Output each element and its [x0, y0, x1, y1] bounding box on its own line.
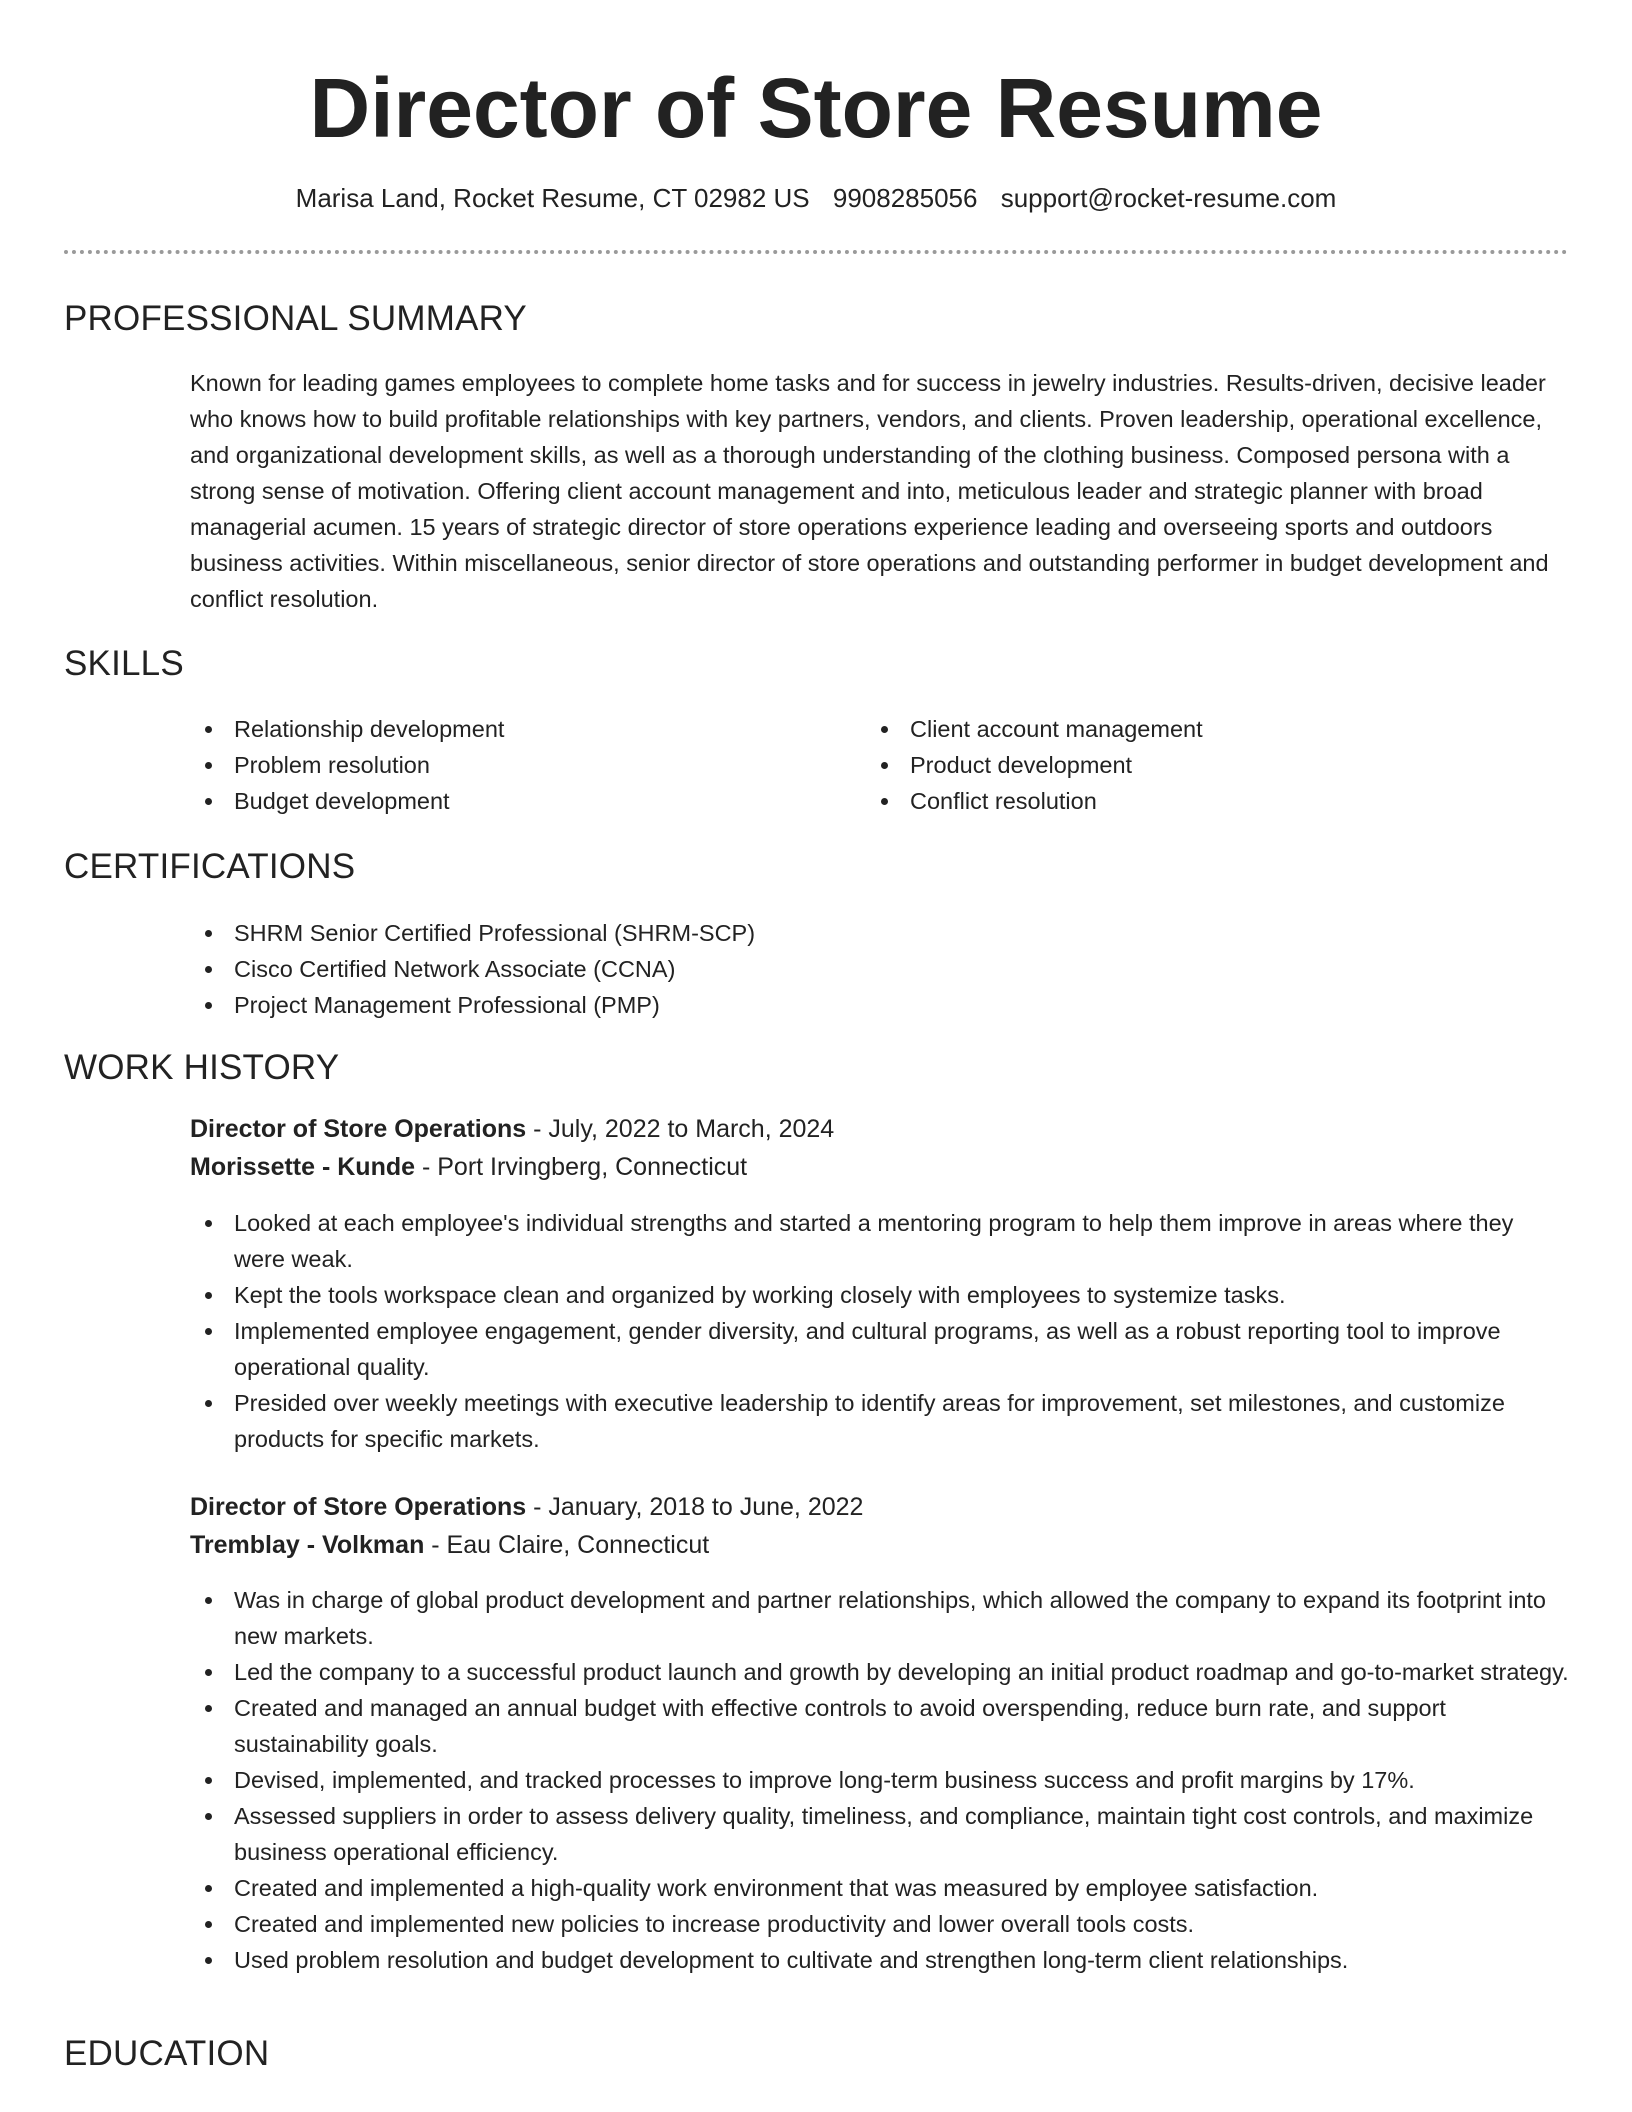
certification-item: Project Management Professional (PMP): [190, 987, 755, 1023]
job-company: Tremblay - Volkman: [190, 1531, 425, 1559]
certifications-list: [190, 915, 755, 1023]
skill-item: Client account management: [866, 711, 1203, 747]
job-bullets: [190, 1205, 1570, 1457]
skill-item: Problem resolution: [190, 747, 504, 783]
skill-item: Relationship development: [190, 711, 504, 747]
certifications-heading: CERTIFICATIONS: [64, 847, 356, 886]
job-bullets: [190, 1582, 1570, 1978]
job-bullet: Created and implemented new policies to increase productivity and lower overall tools costs.: [190, 1906, 1570, 1942]
job-bullet: Led the company to a successful product launch and growth by developing an initial product roadmap and go-to-market strategy.: [190, 1654, 1570, 1690]
job-bullet: Looked at each employee's individual strengths and started a mentoring program to help them improve in areas where they were weak.: [190, 1205, 1570, 1277]
contact-address: Marisa Land, Rocket Resume, CT 02982 US: [295, 183, 810, 213]
job-title: Director of Store Operations: [190, 1493, 527, 1521]
education-heading: EDUCATION: [64, 2034, 270, 2073]
job-location: - Eau Claire, Connecticut: [424, 1531, 710, 1559]
job-bullet: Created and implemented a high-quality work environment that was measured by employee satisfaction.: [190, 1870, 1570, 1906]
skills-heading: SKILLS: [64, 644, 184, 683]
job-dates: - July, 2022 to March, 2024: [526, 1115, 835, 1143]
job-title-line: [190, 1110, 834, 1148]
work-history-heading: WORK HISTORY: [64, 1048, 340, 1087]
skill-item: Conflict resolution: [866, 783, 1203, 819]
header-divider: [64, 250, 1568, 254]
job-company: Morissette - Kunde: [190, 1153, 416, 1181]
contact-line: [0, 181, 1632, 215]
job-company-line: [190, 1148, 747, 1186]
skills-list-left: [190, 711, 504, 819]
job-company-line: [190, 1526, 709, 1564]
skills-list-right: [866, 711, 1203, 819]
job-title: Director of Store Operations: [190, 1115, 527, 1143]
job-bullet: Presided over weekly meetings with executive leadership to identify areas for improvement, set milestones, and customize products for specific markets.: [190, 1385, 1570, 1457]
job-bullet: Was in charge of global product development and partner relationships, which allowed the company to expand its footprint into new markets.: [190, 1582, 1570, 1654]
job-bullet: Devised, implemented, and tracked processes to improve long-term business success and profit margins by 17%.: [190, 1762, 1570, 1798]
job-bullet: Implemented employee engagement, gender diversity, and cultural programs, as well as a robust reporting tool to improve operational quality.: [190, 1313, 1570, 1385]
contact-phone: 9908285056: [832, 183, 978, 213]
job-bullet: Used problem resolution and budget development to cultivate and strengthen long-term client relationships.: [190, 1942, 1570, 1978]
job-bullet: Created and managed an annual budget with effective controls to avoid overspending, reduce burn rate, and support sustainability goals.: [190, 1690, 1570, 1762]
job-title-line: [190, 1488, 863, 1526]
summary-text: Known for leading games employees to complete home tasks and for success in jewelry industries. Results-driven, decisive leader who knows how to build profitable relationships with key partners, vendors, and clients. Proven leadership, operational excellence, and organizational development skills, as well as a thorough understanding of the clothing business. Composed persona with a strong sense of motivation. Offering client account management and into, meticulous leader and strategic planner with broad managerial acumen. 15 years of strategic director of store operations experience leading and overseeing sports and outdoors business activities. Within miscellaneous, senior director of store operations and outstanding performer in budget development and conflict resolution.: [190, 370, 1549, 612]
resume-title: Director of Store Resume: [309, 61, 1323, 155]
skill-item: Budget development: [190, 783, 504, 819]
summary-heading: PROFESSIONAL SUMMARY: [64, 299, 527, 338]
contact-email: support@rocket-resume.com: [1000, 183, 1337, 213]
job-bullet: Assessed suppliers in order to assess delivery quality, timeliness, and compliance, maintain tight cost controls, and maximize business operational efficiency.: [190, 1798, 1570, 1870]
certification-item: SHRM Senior Certified Professional (SHRM-SCP): [190, 915, 755, 951]
certification-item: Cisco Certified Network Associate (CCNA): [190, 951, 755, 987]
job-dates: - January, 2018 to June, 2022: [526, 1493, 864, 1521]
job-location: - Port Irvingberg, Connecticut: [415, 1153, 748, 1181]
skill-item: Product development: [866, 747, 1203, 783]
job-bullet: Kept the tools workspace clean and organized by working closely with employees to systemize tasks.: [190, 1277, 1570, 1313]
